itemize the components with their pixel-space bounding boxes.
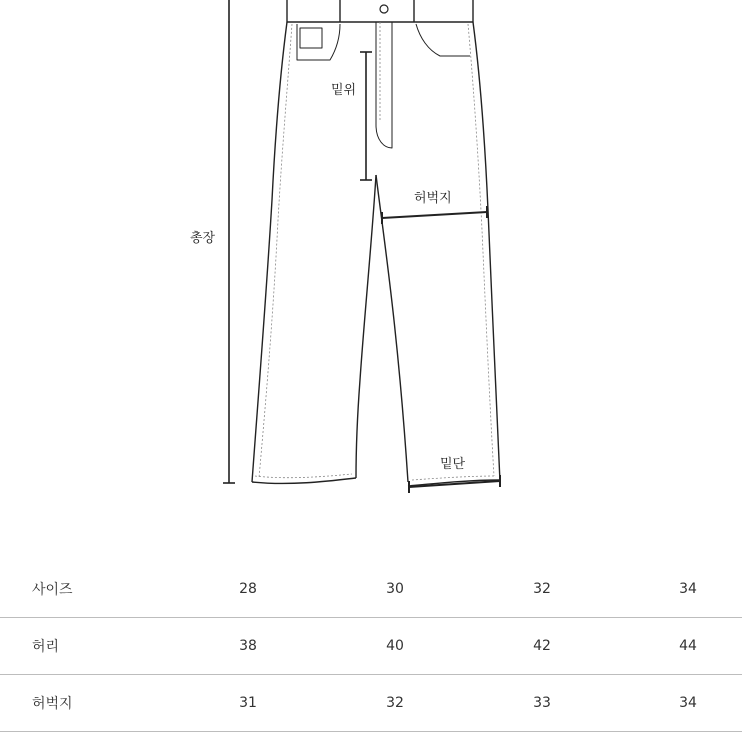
table-cell: 40: [386, 638, 404, 654]
thigh-measure-line: [382, 206, 487, 224]
row-header: 허리: [32, 639, 60, 655]
button-icon: [380, 5, 388, 13]
length-label: 총장: [190, 231, 216, 246]
hem-label: 밑단: [440, 457, 466, 472]
table-cell: 30: [386, 580, 404, 597]
pants-outline: [252, 0, 500, 486]
table-cell: 34: [679, 695, 697, 711]
table-row: [0, 618, 742, 675]
table-row: [0, 560, 742, 618]
row-header: 사이즈: [32, 581, 73, 598]
table-cell: 31: [239, 695, 257, 711]
table-cell: 34: [679, 580, 697, 597]
table-row: [0, 675, 742, 732]
thigh-label: 허벅지: [414, 191, 452, 206]
row-header: 허벅지: [32, 696, 73, 712]
table-cell: 44: [679, 638, 697, 654]
table-cell: 42: [533, 638, 551, 654]
table-cell: 32: [386, 695, 404, 711]
length-measure-line: [223, 0, 235, 483]
size-table: [0, 560, 742, 732]
table-cell: 32: [533, 580, 551, 597]
table-cell: 33: [533, 695, 551, 711]
table-cell: 38: [239, 638, 257, 654]
table-cell: 28: [239, 580, 257, 597]
rise-label: 밑위: [331, 83, 357, 98]
rise-measure-line: [360, 52, 372, 180]
